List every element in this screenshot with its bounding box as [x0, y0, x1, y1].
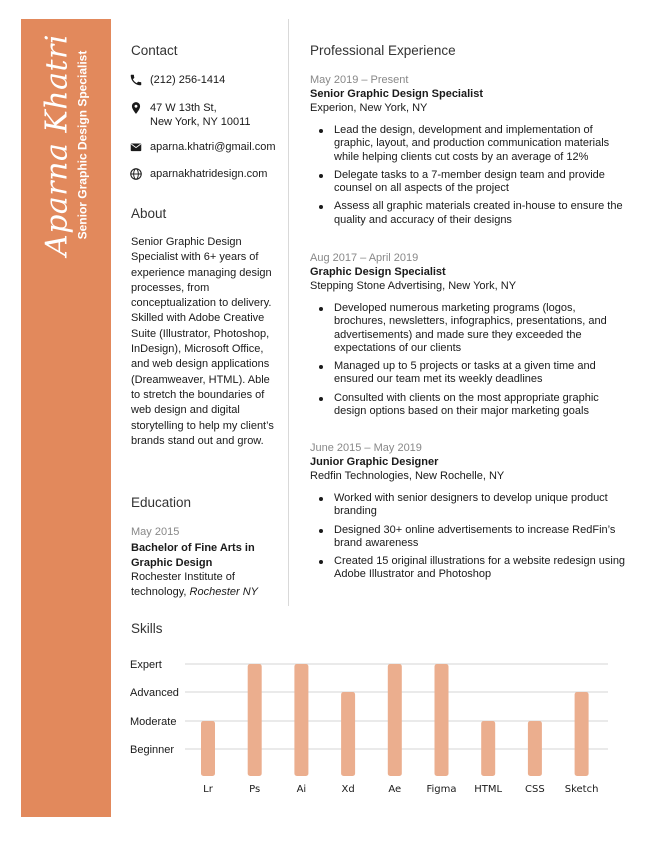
- x-tick-label: Lr: [203, 784, 213, 795]
- job-bullet: Consulted with clients on the most appropriate graphic design options based on their major marketing goals: [310, 392, 628, 419]
- job-company: Stepping Stone Advertising, New York, NY: [310, 280, 517, 292]
- candidate-name: Aparna Khatri: [39, 34, 75, 256]
- website-text[interactable]: aparnakhatridesign.com: [150, 168, 268, 180]
- candidate-title: Senior Graphic Design Specialist: [75, 50, 90, 240]
- job-bullet: Worked with senior designers to develop unique product branding: [310, 492, 628, 519]
- job-role: Senior Graphic Design Specialist: [310, 88, 483, 100]
- x-tick-label: Ai: [296, 784, 307, 795]
- job-role: Graphic Design Specialist: [310, 266, 446, 278]
- x-tick-label: Sketch: [564, 784, 599, 795]
- education-degree: Bachelor of Fine Arts in Graphic Design: [131, 542, 255, 569]
- x-tick-label: Ps: [249, 784, 261, 795]
- job-bullet: Created 15 original illustrations for a website redesign using Adobe Illustrator and Photoshop: [310, 555, 628, 582]
- job-bullet: Developed numerous marketing programs (logos, brochures, newsletters, infographics, presentations, and advertisements) and made sure they exceeded the expectations of our clients: [310, 302, 628, 355]
- education-heading: Education: [131, 495, 192, 510]
- skill-bar: [481, 721, 495, 776]
- x-tick-label: Ae: [388, 784, 402, 795]
- job-company: Redfin Technologies, New Rochelle, NY: [310, 470, 505, 482]
- y-tick-label: Moderate: [130, 716, 177, 728]
- y-tick-label: Expert: [130, 659, 162, 671]
- job-bullet: Managed up to 5 projects or tasks at a given time and ensured our team met its weekly deadlines: [310, 360, 628, 387]
- address-text: 47 W 13th St, New York, NY 10011: [150, 102, 251, 128]
- skill-bar: [341, 692, 355, 776]
- job-date: Aug 2017 – April 2019: [310, 252, 419, 264]
- job-date: June 2015 – May 2019: [310, 442, 422, 454]
- about-heading: About: [131, 206, 167, 221]
- email-text[interactable]: aparna.khatri@gmail.com: [150, 141, 276, 153]
- job-bullet: Delegate tasks to a 7-member design team and provide counsel on all aspects of the project: [310, 169, 628, 196]
- skills-heading: Skills: [131, 621, 163, 636]
- y-tick-label: Advanced: [130, 687, 179, 699]
- x-tick-label: CSS: [525, 784, 545, 795]
- x-tick-label: Figma: [426, 784, 457, 795]
- education-date: May 2015: [131, 526, 180, 538]
- skill-bar: [575, 692, 589, 776]
- about-text: Senior Graphic Design Specialist with 6+ years of experience managing design processes, from conceptualization to delivery. Skilled with Adobe Creative Suite (Illustrator, Photoshop, InDesign), Microsoft Office, and web design applications (Dreamweaver, HTML). Able to stretch the boundaries of web design and digital storytelling to help my client’s brands stand out and grow.: [131, 236, 274, 447]
- skill-bar: [248, 664, 262, 776]
- skill-bar: [528, 721, 542, 776]
- experience-heading: Professional Experience: [310, 43, 456, 58]
- x-tick-label: Xd: [341, 784, 355, 795]
- job-bullet: Assess all graphic materials created in-house to ensure the quality and accuracy of their designs: [310, 200, 628, 227]
- education-location: Rochester NY: [189, 586, 258, 598]
- skill-bar: [201, 721, 215, 776]
- skill-bar: [388, 664, 402, 776]
- job-bullet: Designed 30+ online advertisements to increase RedFin’s brand awareness: [310, 524, 628, 551]
- job-bullet: Lead the design, development and implementation of graphic, layout, and production communication materials while helping clients cut costs by an average of 12%: [310, 124, 628, 164]
- phone-text[interactable]: (212) 256-1414: [150, 74, 226, 86]
- job-company: Experion, New York, NY: [310, 102, 428, 114]
- skill-bar: [435, 664, 449, 776]
- x-tick-label: HTML: [474, 784, 503, 795]
- job-date: May 2019 – Present: [310, 74, 409, 86]
- job-role: Junior Graphic Designer: [310, 456, 439, 468]
- skill-bar: [294, 664, 308, 776]
- contact-heading: Contact: [131, 43, 178, 58]
- y-tick-label: Beginner: [130, 744, 175, 756]
- education-school-name: Rochester Institute of technology,: [131, 571, 235, 598]
